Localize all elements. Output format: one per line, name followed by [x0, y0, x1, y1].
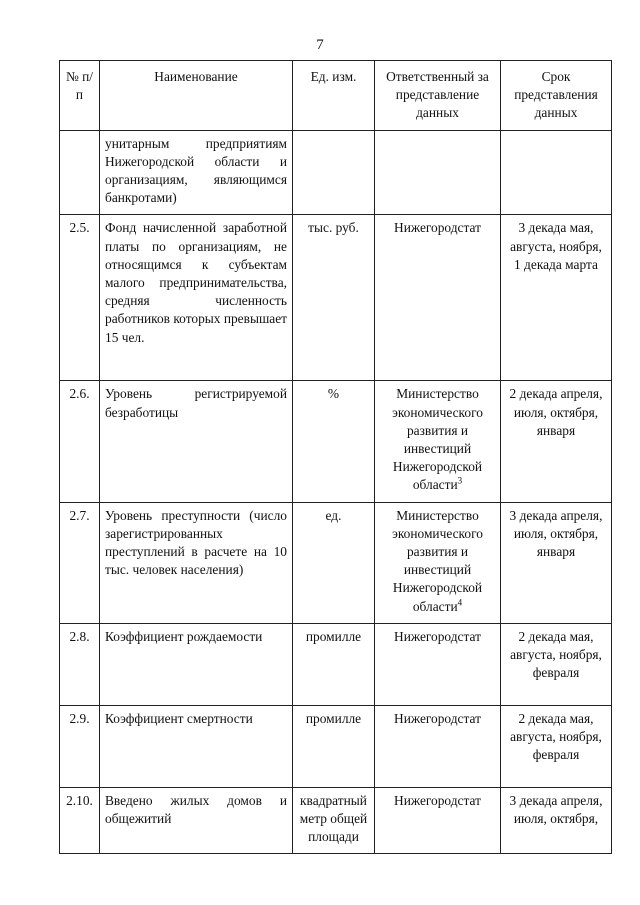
- responsible-text: Министерство экономического развития и инвестиций Нижегородской области: [392, 386, 483, 493]
- row-responsible: [375, 215, 501, 381]
- row-responsible: [375, 705, 501, 787]
- row-deadline: 2 декада мая, августа, ноября, февраля: [501, 623, 612, 705]
- row-unit: промилле: [293, 623, 375, 705]
- table-row: [60, 502, 612, 623]
- row-name: Коэффициент смертности: [100, 705, 293, 787]
- table-row: [60, 705, 612, 787]
- row-num: 2.9.: [60, 705, 100, 787]
- header-unit: Ед. изм.: [293, 61, 375, 131]
- row-deadline: [501, 130, 612, 215]
- table-row: [60, 381, 612, 502]
- row-responsible: [375, 502, 501, 623]
- row-name: Уровень преступности (число зарегистрированных преступлений в расчете на 10 тыс. человек населения): [100, 502, 293, 623]
- row-unit: ед.: [293, 502, 375, 623]
- row-deadline: 3 декада мая, августа, ноября, 1 декада марта: [501, 215, 612, 381]
- responsible-text: Министерство экономического развития и инвестиций Нижегородской области: [392, 507, 483, 614]
- table-row: [60, 787, 612, 854]
- row-num: 2.5.: [60, 215, 100, 381]
- row-num: 2.10.: [60, 787, 100, 854]
- row-num: 2.8.: [60, 623, 100, 705]
- header-num: № п/п: [60, 61, 100, 131]
- table-row: [60, 623, 612, 705]
- row-unit: тыс. руб.: [293, 215, 375, 381]
- row-unit: [293, 130, 375, 215]
- row-deadline: 3 декада апреля, июля, октября,: [501, 787, 612, 854]
- header-responsible: Ответственный за представление данных: [375, 61, 501, 131]
- table-row: [60, 215, 612, 381]
- row-num: [60, 130, 100, 215]
- row-name: Фонд начисленной заработной платы по организациям, не относящимся к субъектам малого предпринимательства, средняя численность работников которых превышает 15 чел.: [100, 215, 293, 381]
- row-responsible: [375, 623, 501, 705]
- responsible-text: Нижегородстат: [394, 628, 481, 644]
- footnote-mark: 3: [457, 475, 463, 486]
- header-deadline: Срок представления данных: [501, 61, 612, 131]
- row-name: Введено жилых домов и общежитий: [100, 787, 293, 854]
- row-name: Уровень регистрируемой безработицы: [100, 381, 293, 502]
- row-deadline: 2 декада мая, августа, ноября, февраля: [501, 705, 612, 787]
- row-responsible: [375, 787, 501, 854]
- row-num: 2.7.: [60, 502, 100, 623]
- row-unit: %: [293, 381, 375, 502]
- row-name: унитарным предприятиям Нижегородской области и организациям, являющимся банкротами): [100, 130, 293, 215]
- responsible-text: Нижегородстат: [394, 792, 481, 808]
- row-name: Коэффициент рождаемости: [100, 623, 293, 705]
- row-responsible: [375, 381, 501, 502]
- footnote-mark: 4: [457, 597, 463, 608]
- responsible-text: Нижегородстат: [394, 710, 481, 726]
- header-name: Наименование: [100, 61, 293, 131]
- responsible-text: Нижегородстат: [394, 220, 481, 236]
- reporting-table: [59, 60, 612, 854]
- page-number: 7: [316, 37, 324, 53]
- table-row: [60, 130, 612, 215]
- row-deadline: 2 декада апреля, июля, октября, января: [501, 381, 612, 502]
- row-num: 2.6.: [60, 381, 100, 502]
- row-responsible: [375, 130, 501, 215]
- table-header-row: [60, 61, 612, 131]
- row-unit: промилле: [293, 705, 375, 787]
- row-deadline: 3 декада апреля, июля, октября, января: [501, 502, 612, 623]
- row-unit: квадратный метр общей площади: [293, 787, 375, 854]
